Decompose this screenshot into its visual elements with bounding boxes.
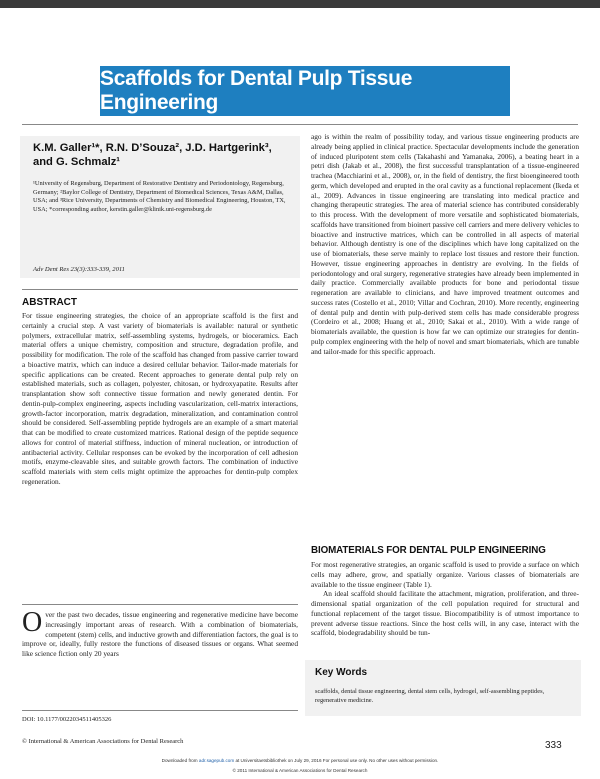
biomaterials-text <box>311 560 579 638</box>
copyright: © International & American Associations for Dental Research <box>22 738 184 745</box>
abstract-divider <box>22 289 298 290</box>
footer-link[interactable]: adr.sagepub.com <box>198 758 235 763</box>
article-title: Scaffolds for Dental Pulp Tissue Engineering <box>100 67 413 114</box>
footer-prefix: Downloaded from <box>161 758 198 763</box>
right-column-text <box>311 132 579 356</box>
intro-text: ver the past two decades, tissue engineering and regenerative medicine have become increasingly important areas of research. With a combination of biomaterials, competent (stem) cells, and inductive growth and differentiation factors, the goal is to improve or, ideally, fully restore the functions of diseased tissues or organs. What seemed like science fiction only 20 years <box>22 610 298 658</box>
author-list <box>33 141 298 169</box>
affiliations: ¹University of Regensburg, Department of Restorative Dentistry and Periodontology, Regensburg, Germany; ²Baylor College of Dentistry, Department of Biomedical Sciences, Texas A&M, Dallas, USA; and ³Rice University, Departments of Chemistry and Biomedical Engineering, Houston, TX, USA; *corresponding author, kerstin.galler@klinik.uni-regensburg.de <box>33 180 286 213</box>
right-paragraph-1: ago is within the realm of possibility today, and various tissue engineering products are already being applied in clinical practice. Spectacular developments include the generation of induced pluripotent stem cells (Takahashi and Yamanaka, 2006), a beating heart in a petri dish (Jakab et al., 2008), the first successful transplantation of a tissue-engineered trachea (Macchiarini et al., 2008), or, in the field of dentistry, the first bioengineered tooth germ, which developed and erupted in the oral cavity as a functional replacement (Ikeda et al., 2009). Advances in tissue engineering are translating into medical practice and changing therapeutic strategies. The area of material science has contributed considerably to this process. With the development of more versatile and sophisticated biomaterials, scaffolds have transitioned from bioinert passive cell carriers and mere delivery vehicles to bioactive and instructive matrices, which can be controlled in all aspects of material behavior. Although dentistry is one of the disciplines which have long capitalized on the use of biomaterials, these serve mainly to replace lost tissues and restore their function. However, tissue engineering approaches in dentistry are evolving. In the fields of periodontology and oral surgery, regenerative strategies have already been implemented in daily practice. Commercially available products for bone and periodontal tissue regeneration are available to clinicians, and have improved treatment outcomes and success rates (Costello et al., 2010; Villar and Cochran, 2010). More recently, engineering of dental pulp and dentin with pulp-derived stem cells has made considerable progress (Cordeiro et al., 2008; Huang et al., 2010; Sakai et al., 2010). With a wide range of biomaterials available, the question is how far we can optimize our strategies for dentin-pulp complex engineering with the help of novel and smart biomaterials, which are tunable and tailor-made for this specific approach. <box>311 132 579 356</box>
doi: DOI: 10.1177/0022034511405326 <box>22 716 112 723</box>
author-line-1: K.M. Galler¹*, R.N. D’Souza², J.D. Hartgerink³, <box>33 142 272 154</box>
title-divider <box>22 124 578 125</box>
footer-copyright: © 2011 International & American Associations for Dental Research <box>232 768 368 773</box>
biomaterials-paragraph-1: For most regenerative strategies, an organic scaffold is used to provide a surface on which cells may adhere, grow, and spatially organize. Various classes of biomaterials are available to the tissue engineer (Table 1). <box>311 560 579 589</box>
author-line-2: and G. Schmalz¹ <box>33 156 121 168</box>
biomaterials-paragraph-2: An ideal scaffold should facilitate the attachment, migration, proliferation, and three-dimensional spatial organization of the cell population required for structural and functional replacement of the target tissue. Biocompatibility is of utmost importance to prevent adverse tissue reactions. Since the host cells will, in any case, interact with the scaffold, biodegradability should be tun- <box>311 589 579 638</box>
section-heading-biomaterials: BIOMATERIALS FOR DENTAL PULP ENGINEERING <box>311 545 546 556</box>
intro-paragraph <box>22 607 298 659</box>
footer-suffix: at Universitaetsbibliothek on July 29, 2016 For personal use only. No other uses without permission. <box>235 758 439 763</box>
page-number: 333 <box>545 740 562 751</box>
citation: Adv Dent Res 23(3):333-339, 2011 <box>33 266 125 273</box>
abstract-heading: ABSTRACT <box>22 297 77 308</box>
abstract-text: For tissue engineering strategies, the choice of an appropriate scaffold is the first and certainly a crucial step. A vast variety of biomaterials is available: natural or synthetic polymers, extracellular matrix, self-assembling systems, hydrogels, or bioceramics. Each material offers a unique chemistry, composition and structure, degradation profile, and possibility for modification. The role of the scaffold has changed from passive carrier toward a bioactive matrix, which can induce a desired cellular behavior. Tailor-made materials for specific applications can be created. Recent approaches to generate dental pulp rely on established materials, such as collagen, polyester, chitosan, or hydroxyapatite. Results after transplantation show soft connective tissue formation and newly generated dentin. For dentin-pulp-complex engineering, aspects including vascularization, cell-matrix interactions, growth-factor incorporation, matrix degradation, mineralization, and contamination control should be considered. Self-assembling peptide hydrogels are an example of a smart material that can be modified to create customized matrices. Rational design of the peptide sequence allows for control of material stiffness, induction of mineral nucleation, or introduction of antibacterial activity. Cellular responses can be evoked by the incorporation of cell adhesion motifs, enzyme-cleavable sites, and suitable growth factors. The combination of inductive scaffold materials with stem cells might optimize the approaches for dentin-pulp complex regeneration. <box>22 311 298 486</box>
intro-divider <box>22 604 298 605</box>
doi-divider <box>22 710 298 711</box>
top-bar <box>0 0 600 8</box>
title-banner <box>100 66 510 116</box>
keywords-heading: Key Words <box>315 667 368 678</box>
drop-cap: O <box>22 607 43 638</box>
keywords-text: scaffolds, dental tissue engineering, dental stem cells, hydrogel, self-assembling peptides, regenerative medicine. <box>315 688 545 704</box>
download-footer <box>0 758 600 763</box>
